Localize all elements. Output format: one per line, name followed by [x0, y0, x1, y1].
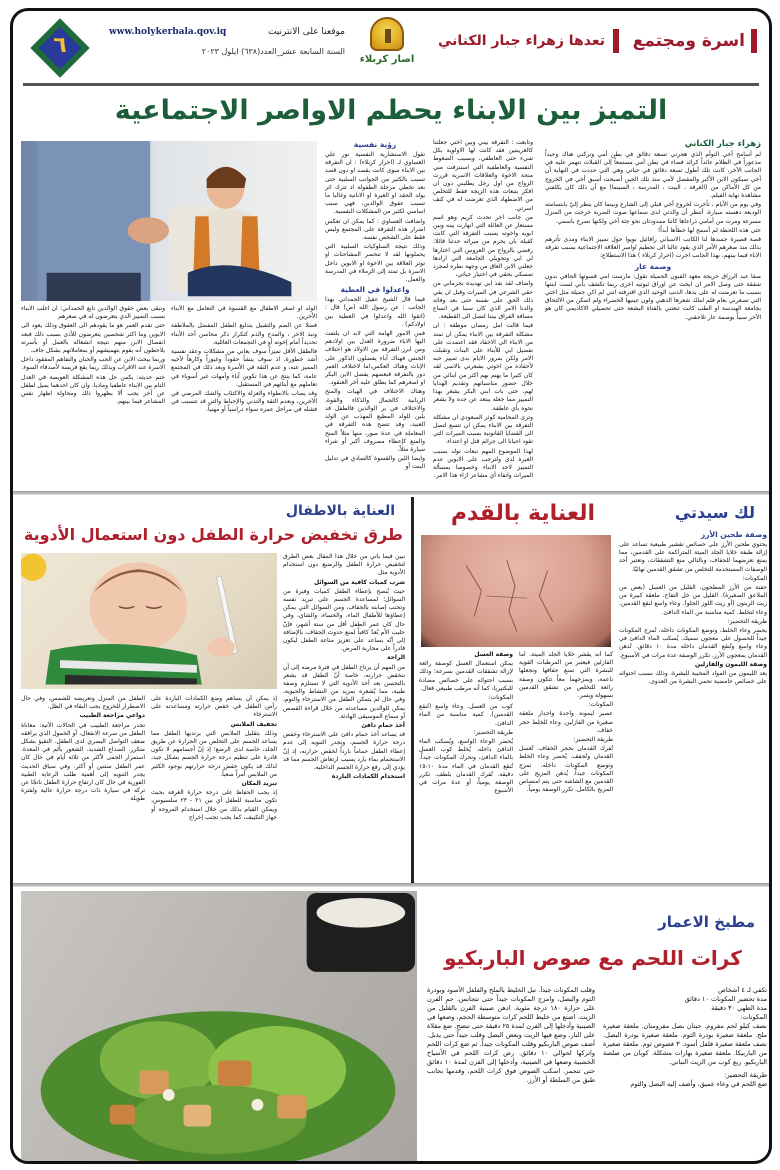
child-subhead: أخذ حمام دافئ	[361, 722, 405, 730]
paragraph: طريقة التحضير:	[727, 617, 767, 625]
method-text-start: ضع اللحم في وعاء عميق، وأضف إليه البصل والثوم	[630, 1080, 767, 1088]
child-col-1	[283, 553, 405, 879]
photo-caption-right: الولد او اصغر الاطفال مع القسوة في التعامل مع الأبناء الأخرين.	[171, 305, 317, 321]
child-headline: طرق تخفيض حرارة الطفل دون استعمال الأدوية	[23, 525, 403, 544]
paragraph: فيما قالت امل رمضان موظفة : ان مشكلة التفرقة بين الابناء يمكن ان تمتد من الابناء الى الاحفاد فقد اعتمدت على تفضيل ابي للأبناء على البنات وتقبلت الامر ولكن بمرور الايام بدى تمييز حبه لأحفاده من اخوتي بشعرني بالاسى لقد كان كثيرا ما يهتم بهم اكثر من ابنائي من خلال حضور مناسباتهم وتقديم الهدايا لهم، حتى بات ابني البكر يشعر بهذا التمييز مما جعله يبتعد عن جده ولا يشعر نحوه بأي عاطفة.	[433, 322, 533, 412]
method-label: طريقة التحضير:	[724, 1071, 767, 1079]
page-number: ٦	[53, 33, 67, 58]
main-headline: التميز بين الابناء يحطم الاواصر الاجتماعية	[114, 95, 668, 126]
child-subhead: تبريد المكان	[241, 780, 277, 788]
lemon-recipe-title: وصفة الليمون والفازلين	[695, 660, 767, 668]
paragraph: من المهم أن يرتاح الطفل في فترة مرضه إلى أن تنخفض حرارته، خاصة أنّ الطفل قد يشعر بالتحسن بعد أخذ الأدوية التي لا تستلزم وصفة طبية، مما يُشعره بمزيد من النشاط والحيوية، وفي حال لم يتمكن الطفل من الاسترخاء والنوم، يمكن للوالدين مساعدته من خلال قراءة القصص أو سماع الموسيقى الهادئة.	[283, 663, 405, 720]
rice-recipe-title: وصفة طحين الأرز	[700, 530, 767, 539]
paragraph: وربما يبحث الابن عن الحب والحنان والتفاهم المفقود داخل الاسرة عند الاقراب وبذلك ربما يقع فريسة لأصدقاء السوء.	[21, 356, 165, 372]
masthead-rule	[23, 83, 759, 86]
paragraph: حيث يُنصح بإعطاء الطفل كميات وفيرة من السوائل؛ لمساعدة الجسم على تبريد نفسه وتجنب إصابته بالجفاف، ومن السوائل التي يمكن إعطاؤها للأطفال الماء، والحساء، والشاي، وفي حال كان عمر الطفل أقل من ستة أشهر، فإنّ حليب الأم يُعدّ كافياً لمنع حدوث الجفاف، بالإضافة إلى أنّه يساعد على تعزيز مناعة الطفل ليكون قادراً على محاربة المرض.	[283, 587, 405, 653]
paragraph: يحضر وعاء الخلط، وتوضع المكونات داخله، تُمزج المكونات جيداً للحصول على معجون سميك. يُسكب الماء الدافئ في وعاء واسع وتُنقع القدمان داخله مدة ١٠ دقائق. تُدهن القدمان بمعجون الأرز. تكرر الوصفة عدة مرات في الأسبوع.	[619, 627, 767, 659]
photo-salad	[21, 891, 417, 1161]
site-info	[109, 27, 345, 56]
editor-tag	[438, 29, 619, 53]
child-section-title: العناية بالاطفال	[285, 503, 395, 519]
paragraph: طريقة التحضير:	[573, 736, 613, 744]
photo-salad-drawing	[21, 891, 417, 1161]
paragraph: يعد الليمون من المواد المحببة للبشرة، وذلك بسبب احتوائه على خصائص حامضية تحمي البشرة من العدوى.	[619, 670, 767, 686]
paragraph: إذ يجب الحفاظ على درجة حرارة الغرفة بحيث تكون مناسبة للطفل أي بين ٢١ - ٢٣ سلسيوس، ويمكن القيام بذلك من خلال استخدام المروحة أو جهاز التكييف، كما يجب تجنب إخراج	[151, 789, 277, 821]
section-bar	[751, 29, 757, 53]
issue-line: السنة السابعة عشر_العدد(٦٣٨) ايلول ٢٠٢٣	[201, 47, 345, 56]
paragraph: صفا عبد الرزاق خريجة معهد الفنون الجميلة تقول: مارست امي قسوتها الجافي بدون شفقة حتى وصل الامر ان ابحث عن اوراق ثبوتيه اخرى ربما تكشف بأني لست ابنتها بسبب ما تعرضت له على يدها، الذنب الوحيد الذي اقترفته انني لم اكن جميلة مثل اختي التي تصغرني بعام فلم املك شعرها الذهبي ولون عينيها الخضراء ولم اتمكن من الالتحاق بجامعة الهندسة او الطب كانت تنعتني بالفتاة البشعة حتى تحصيلي الاكاديمي كان هو الآخر سبباً بوصمة عار تلاحقني.	[545, 272, 761, 321]
paragraph: واضافت العساوي : كما يمكن ان تعكس اضرار هذه التفرقة على المجتمع وليس فقط على الشخص نفسه.	[325, 217, 425, 242]
website-link[interactable]: www.holykerbala.qov.iq	[109, 27, 227, 37]
paragraph: المكونات:	[588, 701, 613, 709]
photo-caption-left: وتبقى بعض حقوق الوالدين تابع الحمداني: ان اغلب الابناء بسبب التمييز الذي يتعرضون له في صغرهم	[21, 305, 165, 321]
main-col-4	[171, 305, 317, 485]
section-divider	[13, 883, 769, 887]
paragraph: فمن الامور الهامة التي لابد ان يلتفت اليها الاباء ضرورة العدل بين اولادهم ومن ابرز التفرقة بين الاولاد هو اختلاف الجنس فهناك آباء يفضلون الذكور على الإناث وهناك العكس،اما لاختلاف العمر دور بالتفرقة فبعضهم يفضل الابن البكر او اصغرهم كما يطلق عليه آخر العنقود.	[325, 330, 425, 387]
paragraph: حتى هذه اللحظة لم أسمح لها خطأها أبداً!	[657, 226, 761, 234]
paragraph: من جانب اخر تحدث كريم وهو اسم مستعار عن العائلة التي انهارت بينه وبين ابويه واخوته بسبب التفرقة التي كانت كفيلة بان يحرم من ميراثه حدثنا قائلا: رفضي بالزواج من العروس التي اختارها لي ابي وتحويلي الجامعة التي ارادها جعلني الابن العاق من وجهة نظره لمجرد تمسكي بحقي في اختيار حياتي،	[433, 213, 533, 279]
paragraph: يحتوي طحين الأرز على خصائص تقشير طبيعية تساعد على إزالة طبقة خلايا الجلد الميتة المتراكمة على القدمين، مما يمنع تعرضهما للجفاف، وبالتالي منع التشققات، وتعتبر أحد الوصفات المستخدمة للتخلص من تشقق القدمين نهائيًا.	[619, 541, 767, 573]
subhead-wasma: وصمة عار	[634, 261, 672, 271]
foot-col-left	[419, 651, 513, 879]
paragraph: المكونات:	[742, 574, 767, 582]
foot-col-right	[619, 529, 767, 879]
paragraph: وايضا اللين والقسوة كالتمادي في تدليل البنت أو	[325, 455, 425, 471]
cook-time: مدة الطهي ٣٠ دقيقة	[711, 1004, 767, 1012]
paragraph: عصير ليمونة واحدة واحدار ملعقة صغيرة من الفازلين. وعاء للخلط حجر خفاف.	[519, 710, 613, 734]
paragraph: نبين فيما يأتي من خلال هذا المقال بعض الطرق لتخفيض حرارة الطفل والرضيع دون استخدام الأدوية مثل	[283, 553, 405, 577]
logo-text: اصار كربلاء	[359, 54, 415, 65]
newspaper-logo	[351, 17, 423, 79]
photo-cracked-heel	[421, 535, 611, 647]
paragraph: وترى المحامية كوثر السعودي ان مشكلة التفرقة بين الابناء يمكن ان تتسع لتصل الى القضايا القانونية بسبب الميراث التي تقود احيانا الى جرائم قتل او اعتداء.	[433, 413, 533, 446]
paragraph: لهذا الموضوع المهم تبعات تولد بسبب الغيرة لدى ولترجب على الابوين عدم التمييز لاحد الابناء وخصوصا بمسألة الميراث واتفاء أي مشاعر ازاء هذا الامر.	[433, 447, 533, 480]
foot-section-title: لك سيدتي	[674, 503, 755, 522]
child-col-2	[151, 695, 277, 879]
kitchen-headline: كرات اللحم مع صوص الباربكيو	[444, 946, 742, 970]
foot-headline: العناية بالقدم	[450, 501, 596, 526]
paragraph: الطفل من المنزل وتعريضه للشمس، وفي حال الاضطرار للخروج يجب البقاء في الظل.	[21, 695, 145, 711]
paragraph: طريقة التحضير:	[473, 728, 513, 736]
shrine-dome-icon	[370, 17, 404, 51]
column-divider	[411, 497, 414, 883]
masthead	[13, 11, 769, 81]
paragraph: يمكن استعمال العسل كوصفة رائعة لإزالة تشققات القدمين بسرعة؛ وذلك بسبب احتوائه على خصائص مضادة للبكتيريا، كما أنه مرطب طبيعي فعال.	[419, 660, 513, 692]
page-number-badge	[31, 19, 89, 77]
ingredients-list: نصف كيلو لحم مفروم. حبتان بصل مفرومتان. ملعقة صغيرة ملح. ملعقة صغيرة بودرة الثوم. ملعقة صغيرة بودرة البصل. نصف ملعقة صغيرة فلفل أسود. ٣ فصوص ثوم. ملعقة صغيرة من الباربيكا. ملعقة صغيرة بهارات مشكلة. كوبان من صلصة الباربكيو. ربع كوب من الزيت النباتي.	[603, 1022, 767, 1066]
photo-sleeping-baby-drawing	[21, 553, 277, 689]
child-subhead: تخفيف الملابس	[230, 720, 277, 728]
paragraph: كوب من العسل. وعاء واسع (لنقع القدمين). كمية مناسبة من الماء الدافئ.	[419, 703, 513, 727]
paragraph: ختم حديثه: يكمن حل هذه المشكلة العويصة في العدل التام بين الابناء عاطفيا وماديا، وان كان احدهما يميل لطفل عن آخر يجب ألا يظهروا ذلك ومحاولة اظهار نفس المشاعر فيما بينهم.	[21, 373, 165, 406]
kitchen-col-left	[427, 986, 595, 1158]
prep-time: مدة تحضير المكونات ١٠ دقائق	[684, 995, 767, 1003]
subhead-roya: رؤية نفسية	[353, 140, 397, 149]
photo-parent-child-drawing	[21, 141, 317, 301]
section-tag	[633, 29, 757, 53]
paragraph: واضاف لقد نفذ ابي تهديده بحرماني من حقي الشرعي في الميراث وقبل ان يفي ذلك الحق على نفسه حتى بعد وفاته والدنا الامر الذي كان سببا في اتساع مسافة الفراق بيننا لتصل الى القطيعة.	[433, 280, 533, 321]
section-divider	[13, 491, 769, 495]
paragraph: تقول الاستشارية النفسية نور علي العساوي لـ (احرار كربلاء) : ان التفرقة بين الابناء سوى كانت بقصد او دون قصد تسبب بالكثير من الجوانب السلبية حتى بعد تخطي مرحلة الطفولة اذ تترك اثر يولد الحقد او الغيرة او الانانية وغالبا ما تسبب عقوق الوالدين، فهي سبب اساسي لكثير من المشكلات النفسية.	[325, 151, 425, 216]
paragraph: وفي يوم من الأيام ، تأخرت لخروج أخي قبلي إلى الشارع وبينما كان ينظر إليّ بابتسامته الوديعة دهسته سيارة، أنتظر أن والدتي لدى سماعها صوت الضربة خرجت من المنزل مسرعة ومرت من أمامي ذراعاها كانتا ممدودتان نحو جثة أخي ولكنها تصرخ باسمي.	[545, 201, 761, 225]
foot-col-middle	[519, 651, 613, 879]
paragraph: لم أسامح أخي التوأم الذي هجرني تسعة دقائق في بطن أمي وتركني هناك وحيداً مذعوراً في الظلام عائداً كرائد فضاء في بطن أمي مستمعاً إلى القبلات تنهمر عليه في الجانب الآخر، كانت تلك أطول تسعة دقائق في حياتي وهي التي حددت في النهاية أن أخي سيكون الابن الأكبر والمفضل لأمي منذ تلك الحين أصبحت أسبق أخي في الخروج من كل الأماكن من (الغرفة ، البيت ، المدرسة ، السينما) مع أن ذلك كان يكلفني مشاهدة نهاية الفيلم.	[545, 151, 761, 200]
paragraph: إذ يمكن أن يساهم وضع الكمادات الباردة على رأس الطفل في خفض حرارته ومساعدته على الاسترخاء	[151, 695, 277, 719]
newspaper-page	[10, 8, 772, 1164]
paragraph: حتى تقدم العمر هو ما يقودهم الى العقوق وذلك يعود الى الابوين وما اكثر شخصين يتعرضون للأذى بسبب ذلك فبعد انفصال الابن منهم نتيجة انشغاله بالعمل أو بأسرته يلاحظون أنه يقوم بتهميشهم أو بمعاملاتهم بشكل جاف.	[21, 322, 165, 355]
kitchen-col-right	[603, 986, 767, 1158]
paragraph: حفنة من الأرز المطحون. القليل من العسل (بعض من الملاعق الصغيرة). القليل من خل التفاح. ملعقة كبيرة من زيت الزيتون (أو زيت اللوز الحلو). وعاء واسع لنقع القدمين. وعاء لتخلط. كمية مناسبة من الماء الدافئ.	[619, 584, 767, 616]
paragraph: وتابعت : التفرقة بيني وبين اختي جعلتنا كالغريبتين فقد كانت لها الاولوية بكل شيء حتى العاطفي، وبسبب الضغوط النفسية والعاطفية التي استنزفت مني منحة الاخوة والعلاقات الاسرية قررت الزواج من اول رجل يطلبني دون ان افكر بتبعات هذه الزيجة فقط للتخلص من الاضطهاد الذي تعرضت له في كنف اسرتي.	[433, 139, 533, 212]
paragraph: وقد يصاب بالانطواء والعزلة والاكتئاب والشك المرضي في الآخرين، وبعدم الثقة والتدني والإحباط والتي قد تتسبب في فشله في مراحل عمره سواء دراسياً أو مهنياً.	[171, 390, 317, 414]
photo-sleeping-baby	[21, 553, 277, 689]
editor-name: تعدها زهراء جبار الكناني	[438, 33, 605, 49]
paragraph: كما أنه يقشر خلايا الجلد الميتة. أما الفازلين فيعتبر من المرطبات القوية للبشرة التي تمنع جفافها وتجعلها ناعمة، ويمزجهما معاً تتكون وصفة رائعة للتخلص من تشقق القدمين بسهولة ويسر.	[519, 651, 613, 700]
paragraph: فالطفل الأقل تميزاً سوف يعاني من مشكلات وعقد نفسية أشد خطورة، اذ سوف ينشأ حقوداً وغيوراً وكارهاً لأخيه المميز عنه، و عدم الثقة في الأسرة وبعد ذلك في المجتمع عامة، كما ينتج عن هذا تكوين آباء وأمهات غير أسوياء في تعاملهم مع أبنائهم في المستقبل.	[171, 348, 317, 388]
paragraph: فيما قال الشيخ عقيل الحمداني بهذا الجانب : عن رسول الله (ص) قال : (اتقوا الله واعدلوا في العطية بين اولادكم) .	[325, 296, 425, 328]
photo-parent-child	[21, 141, 317, 301]
honey-recipe-title: وصفة العسل	[474, 651, 513, 658]
ingredients-label: المكونات:	[740, 1013, 767, 1021]
child-subhead: استخدام الكمادات الباردة	[331, 773, 405, 781]
paragraph: قصة قصيرة جسدها لنا الكاتب الاسباني رافائيل نويوا حول تمييز الابناء ومدى تأثرهم بذلك منذ صغرهم الأمر الذي يقود غالبا الى تحطيم اواصر العلاقة الاجتماعية بسبب تفرقة الاباء فيما بينهم، بهذا الجانب اجرت (احرار كربلاء ) هذا الاستطلاع:	[545, 236, 761, 260]
main-col-2	[433, 139, 533, 485]
subhead-atiya: واعدلوا في العطية	[340, 285, 410, 295]
online-label: موقعنا على الانترنيت	[267, 27, 345, 37]
child-subhead: دواعي مراجعة الطبيب	[79, 712, 145, 720]
paragraph: المكونات:	[488, 694, 513, 702]
paragraph: قد يساعد أخذ حمام دافئ على الاسترخاء وخفض درجة حرارة الجسم، ويجدر التنويه إلى عدم إعطاء الطفل حماماً بارداً لخفض حرارته، إذ إنّ الاستحمام بماء بارد يسبب ارتعاش الجسم مما قد يؤدي إلى رفع حرارة الجسم الداخلية.	[283, 731, 405, 772]
main-col-1	[545, 139, 761, 485]
paragraph: يُحضر الوعاء الواسع، ويُسكب الماء الدافئ داخله. يُخلط كوب العسل بالماء الدافئ، وتحرك المكونات جيداً. تُنقع القدمان في الماء مدة ١٠-١٥ دقيقة. تُفرك القدمان بلطف. تكرر الوصفة يومياً، أو عدة مرات في الأسبوع	[419, 738, 513, 795]
editor-bar	[613, 29, 619, 53]
child-col-3	[21, 695, 145, 879]
child-subhead: الراحة	[386, 654, 405, 662]
paragraph: وذلك نتيجة السلوكيات السلبية التي يحملونها لقد لا تنحصر المشاحنات او توتر العلاقة بين الاخوة او الابوين داخل الاسرة بل تمتد إلى الزملاء في المدرسة والعمل.	[325, 243, 425, 284]
section-name: اسرة ومجتمع	[632, 31, 745, 51]
photo-cracked-heel-drawing	[421, 535, 611, 647]
method-text-continued: وقلب المكونات جيداً. تبل الخليط بالملح والفلفل الأسود وبودرة الثوم والبصل، وامزج المكونات جيداً حتى تتجانس. حمِ الفرن على حرارة ١٨٠ درجة مئوية. ادهن صينية الفرن بالقليل من الزيت. اصنع من خليط اللحم كرات متوسطة الحجم، وضعها في الصينية وأدخلها إلى الفرن لمدة ٢٥ دقيقة حتى تنضج. ضع مقلاة على النار، وضع فيها الزيت وبعض البصل وقلب جيداً حتى يذبل. أضف صوص الباربكيو وقلب المكونات جيداً. ثم ضع كرات اللحم واتركها لحوالي ١٠ دقائق. رص كرات اللحم في الأسياخ الخشبية وضعها في الصينية، وأدخلها إلى الفرن لمدة ١٠ دقائق حتى تتحمر. اسكب الصوص فوق كرات اللحم، وقدمها بجانب طبق من السلطة أو الأرز.	[427, 986, 595, 1084]
main-col-3	[325, 139, 425, 485]
byline: زهراء جبار الكناني	[684, 139, 761, 149]
paragraph: فضلا عن الضم والتقبيل بتدليع الطفل المفضل بالملاطفة ونبذ الاخر ، والمدح والذم كتكرار ذكر محاسن أحد الأبناء تحديداً أمام إخوته أو في التجمعات العائلية.	[171, 322, 317, 346]
kitchen-section-title: مطبخ الاعمار	[658, 913, 755, 931]
paragraph: وهناك الاختلاف في الهبات والمنح الربانية كالجمال والذكاء والقوة، والاختلاف في بر الوالدين فالطفل قد يلين للولد المطيع المهذب عن الولد العنيد، وقد تتضح هذه التفرقة في المعاملة في عدة صور، منها مثلاً المنح والمنع كإعطاء مصروف أكبر أو شراء سيارة مثلاً،	[325, 388, 425, 453]
serving-info: تكفي لـ ٤ أشخاص	[718, 986, 767, 994]
paragraph: وذلك بتقليل الملابس التي يرتديها الطفل مما يساعد الجسم على التخلص من الحرارة عن طريق الجلد، خاصة لدى الرضع؛ إذ إنّ أجسامهم لا تكون قادرة على تنظيم درجة حرارة الجسم بشكل جيد، لذلك قد يكون خفض درجة حرارتهم بوجود الكثير من الملابس أمراً صعباً.	[151, 729, 277, 778]
main-col-5	[21, 305, 165, 485]
paragraph: تُفرك القدمان بحجر الخفاف. تُغسل القدمان وتُجفف. يُحضر وعاء الخلط وتوضع المكونات داخله. تمزج المكونات جيداً. يُدهن المزيج على القدمين مع الشاشة حتى يتم امتصاص المزيج بالكامل. تكرر الوصفة يومياً.	[519, 745, 613, 794]
child-subhead: شرب كميات كافية من السوائل	[314, 578, 405, 586]
paragraph: تجدر مراجعة الطبيب في الحالات الآتية: معاناة الطفل من سرعة الانفعال، أو الخمول الذي يرافقه ضعف التواصل البصري لدى الطفل. التقيؤ بشكل متكرر. الصداع الشديد. الشعور بألم في المعدة. استمرار الحمى لأكثر من ثلاثة أيام في حال كان عمر الطفل سنتين أو أكثر. وفي سياق الحديث يجدر التنويه إلى أهمية طلب الرعاية الطبية الفورية في حال كان ارتفاع حرارة الطفل ناتجًا عن تركه في سيارة ذات درجة حرارة عالية ولفترة طويلة	[21, 721, 145, 803]
